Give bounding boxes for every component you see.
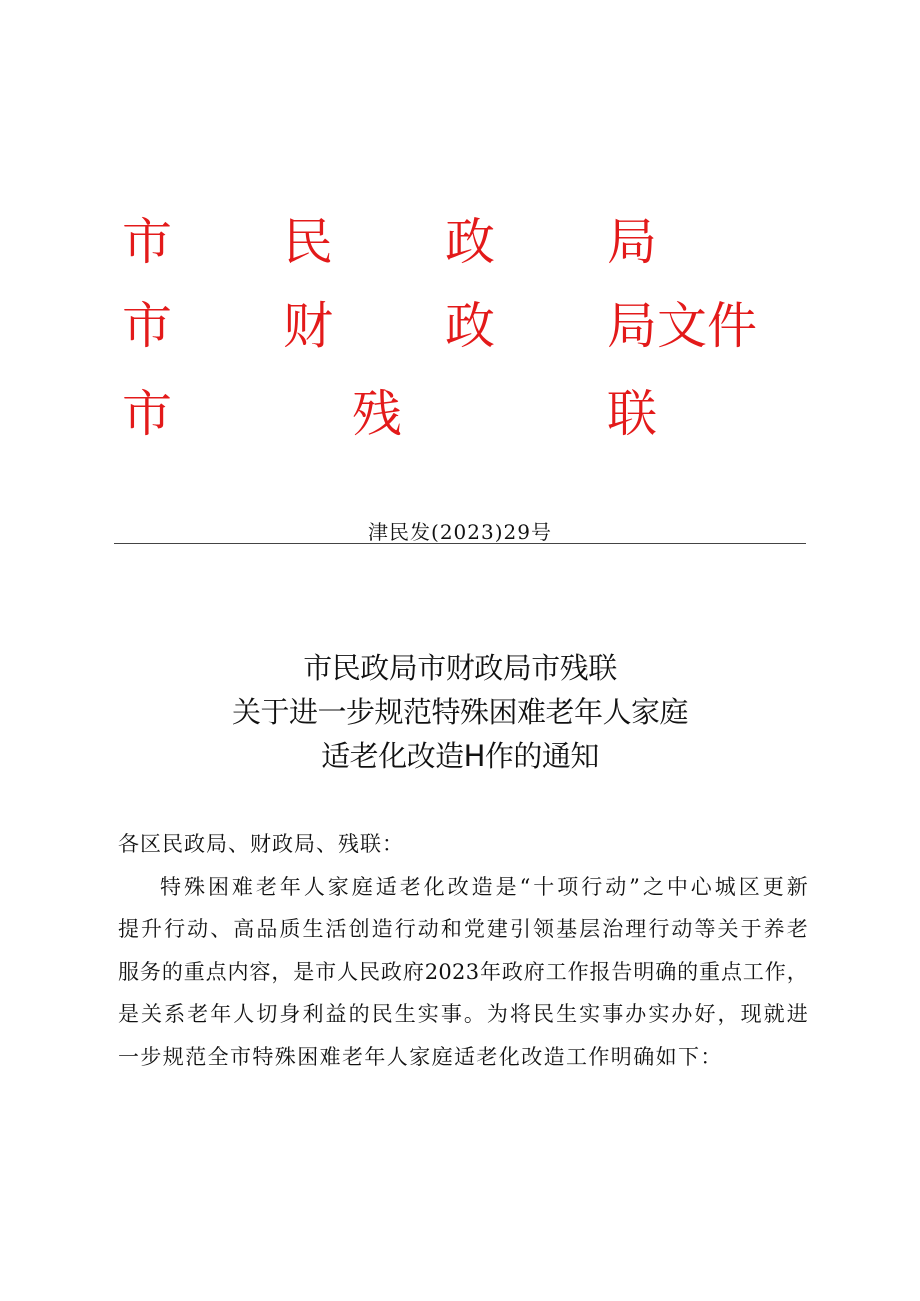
letterhead-char-with-suffix: 局文件 xyxy=(607,297,757,355)
letterhead-char: 市 xyxy=(122,385,172,443)
letterhead-row-2 xyxy=(0,296,920,366)
letterhead-char: 民 xyxy=(283,213,333,271)
paragraph-line: 特殊困难老年人家庭适老化改造是“十项行动”之中心城区更新 xyxy=(160,874,808,899)
letterhead-char: 政 xyxy=(445,213,495,271)
salutation: 各区民政局、财政局、残联： xyxy=(118,832,404,856)
letterhead-char: 局 xyxy=(607,213,657,271)
letterhead-char: 联 xyxy=(607,385,657,443)
letterhead-char: 财 xyxy=(283,297,333,355)
paragraph-line: 是关系老年人切身利益的民生实事。为将民生实事办实办好，现就进 xyxy=(118,1002,808,1026)
document-title xyxy=(0,646,920,778)
header-divider xyxy=(114,543,806,544)
letterhead-char: 残 xyxy=(352,385,402,443)
letterhead-row-1 xyxy=(0,212,920,282)
letterhead-row-3 xyxy=(0,384,920,454)
document-number: 津民发(2023)29号 xyxy=(368,520,552,544)
letterhead-char: 政 xyxy=(445,297,495,355)
title-line-1: 市民政局市财政局市残联 xyxy=(303,651,617,685)
title-line-3: 适老化改造H作的通知 xyxy=(321,739,599,773)
title-line-2: 关于进一步规范特殊困难老年人家庭 xyxy=(231,695,688,729)
document-body xyxy=(118,823,808,1078)
letterhead-char: 市 xyxy=(122,213,172,271)
letterhead-char: 市 xyxy=(122,297,172,355)
paragraph-line: 一步规范全市特殊困难老年人家庭适老化改造工作明确如下： xyxy=(118,1044,723,1069)
paragraph-line: 提升行动、高品质生活创造行动和党建引领基层治理行动等关于养老 xyxy=(118,917,808,941)
paragraph-line: 服务的重点内容，是市人民政府2023年政府工作报告明确的重点工作， xyxy=(118,959,808,984)
